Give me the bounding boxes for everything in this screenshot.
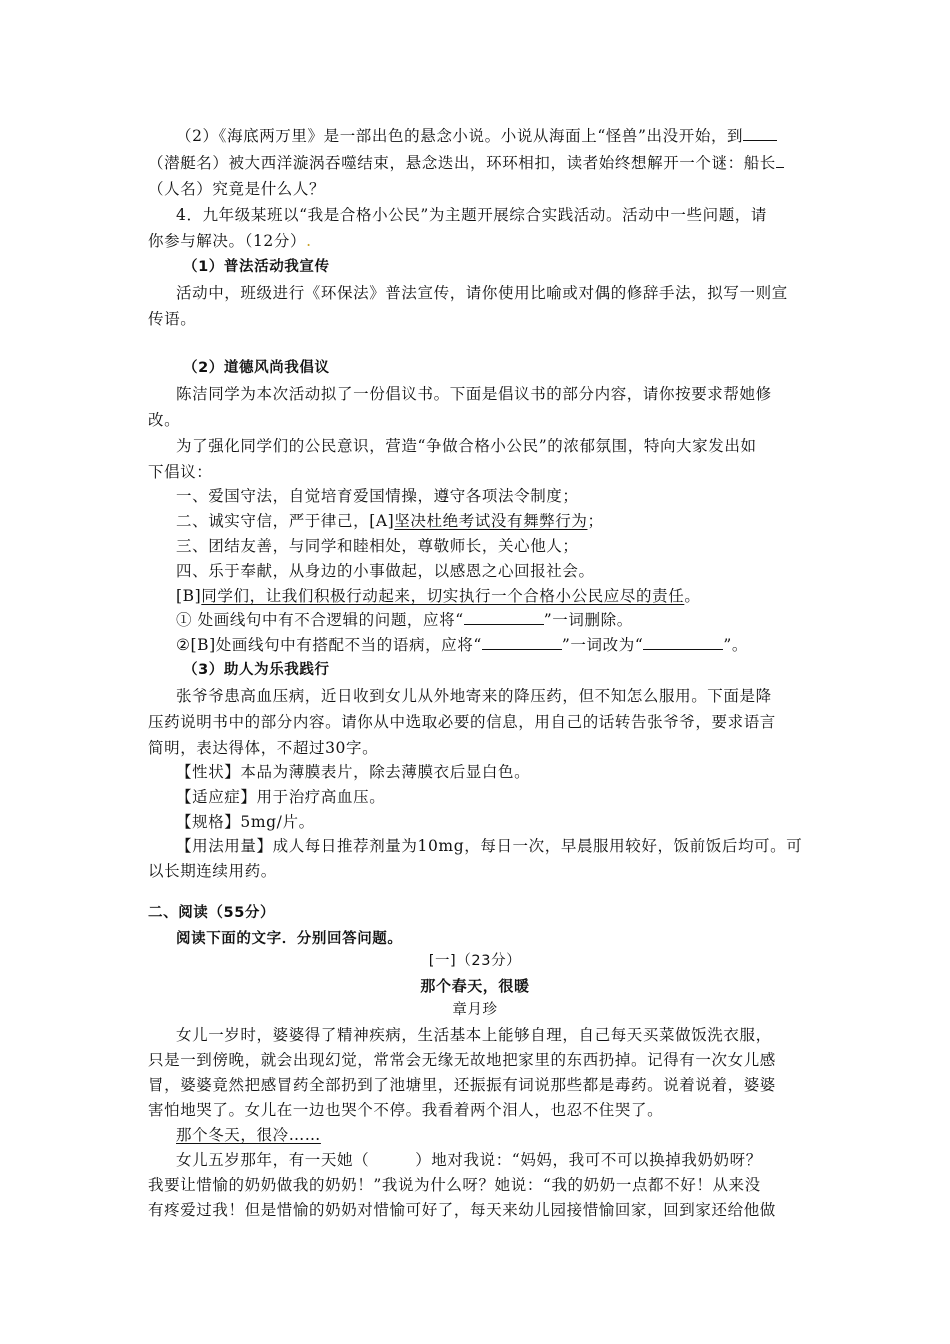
underlined-sentence-a: 坚决杜绝考试没有舞弊行为 [394, 512, 588, 530]
drug-property: 【性状】本品为薄膜表片，除去薄膜衣后显白色。 [176, 763, 531, 781]
proposal-item-4: 四、乐于奉献，从身边的小事做起，以感恩之心回报社会。 [176, 562, 595, 580]
proposal-line2: 下倡议： [148, 463, 213, 481]
drug-indication: 【适应症】用于治疗高血压。 [176, 788, 386, 806]
paragraph-3-line1: 女儿五岁那年，有一天她（ ）地对我说：“妈妈，我可不可以换掉我奶奶呀？ [176, 1151, 762, 1169]
paragraph-3-line3: 有疼爱过我！但是惜愉的奶奶对惜愉可好了，每天来幼儿园接惜愉回家，回到家还给他做 [148, 1201, 776, 1219]
s3-line1: 张爷爷患高血压病，近日收到女儿从外地寄来的降压药，但不知怎么服用。下面是降 [176, 687, 772, 705]
s2-line2: 改。 [148, 411, 181, 429]
paragraph-2: 那个冬天，很冷…… [176, 1126, 321, 1144]
q3-2-line2: （潜艇名）被大西洋漩涡吞噬结束，悬念迭出，环环相扣，读者始终想解开一个谜：船长 [148, 153, 784, 173]
q3-2-line1: （2）《海底两万里》是一部出色的悬念小说。小说从海面上“怪兽”出没开始，到 [176, 126, 777, 146]
blank-correct-word [643, 635, 723, 650]
article-author: 章月珍 [452, 1002, 498, 1018]
q4-line2: 你参与解决。（12分）. [148, 232, 312, 250]
s1-title: （1）普法活动我宣传 [183, 259, 330, 275]
drug-usage-line1: 【用法用量】成人每日推荐剂量为10mg，每日一次，早晨服用较好，饭前饭后均可。可 [176, 837, 803, 855]
paragraph-3-line2: 我要让惜愉的奶奶做我的奶奶！”我说为什么呀？她说：“我的奶奶一点都不好！从来没 [148, 1176, 761, 1194]
s1-line1: 活动中，班级进行《环保法》普法宣传，请你使用比喻或对偶的修辞手法，拟写一则宣 [176, 284, 788, 302]
proposal-item-2: 二、诚实守信，严于律己，[A]坚决杜绝考试没有舞弊行为； [176, 512, 604, 530]
question-a: ① 处画线句中有不合逻辑的问题，应将“ ”一词删除。 [176, 611, 633, 629]
s2-title: （2）道德风尚我倡议 [183, 360, 330, 376]
s3-title: （3）助人为乐我践行 [183, 662, 330, 678]
q3-2-line3: （人名）究竟是什么人？ [148, 180, 326, 198]
article-title: 那个春天，很暖 [420, 977, 530, 995]
proposal-line1: 为了强化同学们的公民意识，营造“争做合格小公民”的浓郁氛围，特向大家发出如 [176, 437, 757, 455]
paragraph-1-line1: 女儿一岁时，婆婆得了精神疾病，生活基本上能够自理，自己每天买菜做饭洗衣服， [176, 1026, 772, 1044]
s3-line2: 压药说明书中的部分内容。请你从中选取必要的信息，用自己的话转告张爷爷，要求语言 [148, 713, 776, 731]
s1-line2: 传语。 [148, 310, 197, 328]
question-b: ②[B]处画线句中有搭配不当的语病，应将“ ”一词改为“ ”。 [176, 636, 748, 654]
s3-line3: 简明，表达得体，不超过30字。 [148, 739, 379, 757]
drug-spec: 【规格】5mg/片。 [176, 813, 315, 831]
paragraph-1-line2: 只是一到傍晚，就会出现幻觉，常常会无缘无故地把家里的东西扔掉。记得有一次女儿感 [148, 1051, 776, 1069]
paragraph-1-line3: 冒，婆婆竟然把感冒药全部扔到了池塘里，还振振有词说那些都是毒药。说着说着，婆婆 [148, 1076, 776, 1094]
reading-part-label: [一]（23分） [428, 953, 522, 969]
blank-submarine-name [743, 126, 777, 141]
underlined-sentence-b: 同学们，让我们积极行动起来，切实执行一个合格小公民应尽的责任 [201, 587, 685, 605]
paragraph-1-line4: 害怕地哭了。女儿在一边也哭个不停。我看着两个泪人，也忍不住哭了。 [148, 1101, 664, 1119]
q4-line1: 4．九年级某班以“我是合格小公民”为主题开展综合实践活动。活动中一些问题，请 [176, 206, 768, 224]
proposal-item-1: 一、爱国守法，自觉培育爱国情操，遵守各项法令制度； [176, 487, 579, 505]
blank-delete-word [464, 610, 544, 625]
drug-usage-line2: 以长期连续用药。 [148, 862, 277, 880]
s2-line1: 陈洁同学为本次活动拟了一份倡议书。下面是倡议书的部分内容，请你按要求帮她修 [176, 385, 772, 403]
reading-instruction: 阅读下面的文字．分别回答问题。 [176, 931, 403, 947]
reading-section-title: 二、阅读（55分） [148, 905, 276, 921]
proposal-item-b: [B]同学们，让我们积极行动起来，切实执行一个合格小公民应尽的责任。 [176, 587, 701, 605]
blank-captain-name [776, 153, 784, 168]
proposal-item-3: 三、团结友善，与同学和睦相处，尊敬师长，关心他人； [176, 537, 579, 555]
blank-wrong-word [482, 635, 562, 650]
